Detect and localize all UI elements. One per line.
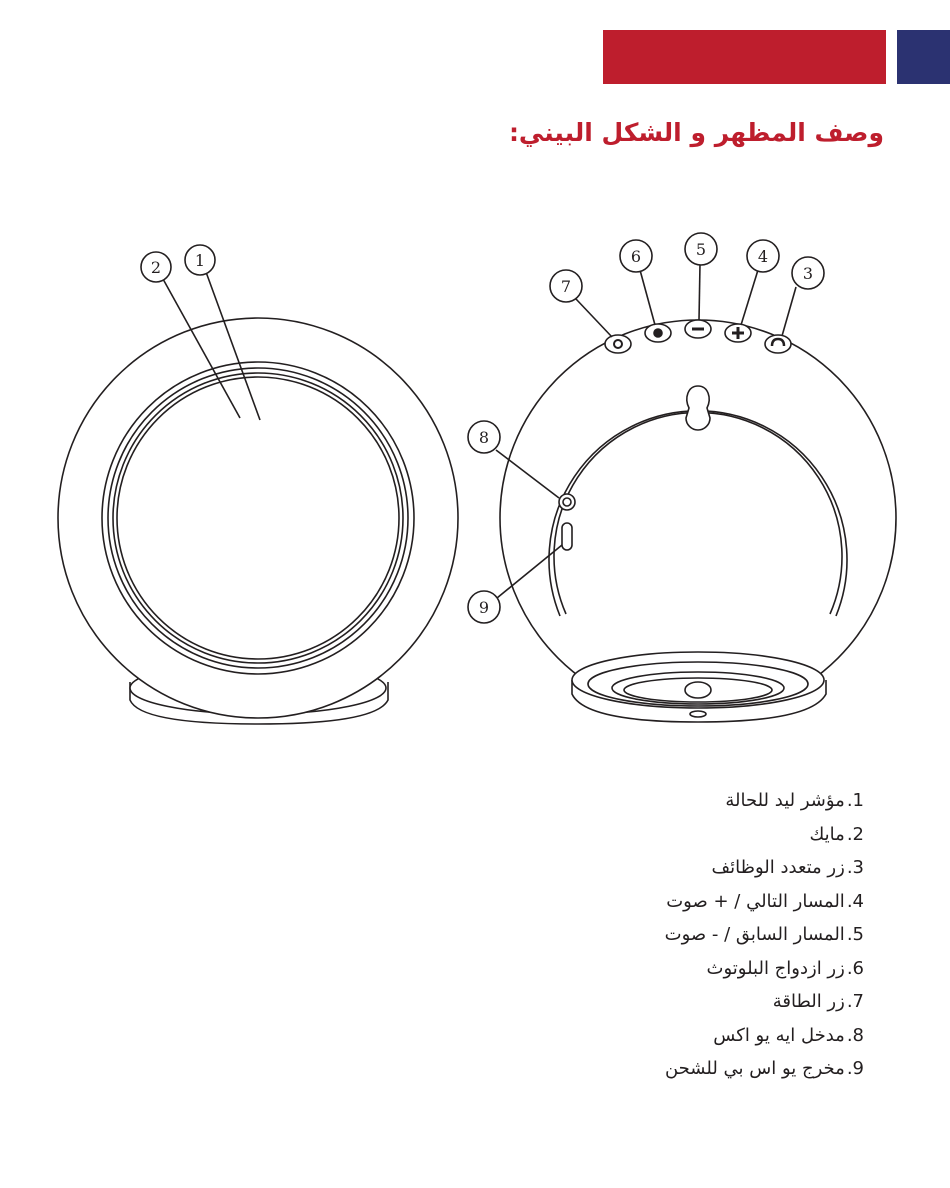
part-item-7 [665, 985, 864, 1019]
part-number: .8 [846, 1024, 864, 1046]
parts-list [665, 784, 864, 1086]
page-title: وصف المظهر و الشكل البيني: [508, 118, 884, 147]
part-item-4 [665, 885, 864, 919]
part-label: مايك [809, 823, 845, 845]
part-number: .1 [846, 790, 864, 811]
part-label: زر ازدواج البلوتوث [706, 957, 845, 979]
part-label: مخرج يو اس بي للشحن [664, 1058, 845, 1079]
speaker-front-view [58, 245, 458, 724]
svg-text:3: 3 [802, 264, 814, 283]
part-number: .9 [846, 1058, 864, 1079]
callout-8 [468, 421, 500, 453]
svg-text:9: 9 [478, 598, 490, 617]
callout-2 [141, 252, 171, 282]
callout-9 [468, 591, 500, 623]
part-label: زر الطاقة [772, 991, 845, 1012]
callout-3 [792, 257, 824, 289]
part-label: المسار السابق / - صوت [664, 924, 845, 945]
part-number: .7 [846, 991, 864, 1012]
part-label: مؤشر ليد للحالة [725, 790, 845, 811]
part-number: .6 [846, 957, 864, 979]
speaker-back-view [468, 233, 896, 722]
part-item-3 [665, 851, 864, 885]
callout-1 [185, 245, 215, 275]
svg-text:6: 6 [630, 247, 642, 266]
part-number: .2 [846, 823, 864, 845]
svg-text:2: 2 [150, 258, 162, 277]
svg-text:4: 4 [757, 247, 769, 266]
header-blue-bar [897, 30, 950, 84]
svg-text:7: 7 [560, 277, 572, 296]
part-item-5 [665, 918, 864, 952]
svg-text:5: 5 [695, 240, 707, 259]
part-item-8 [665, 1019, 864, 1053]
svg-text:1: 1 [194, 251, 206, 270]
svg-text:8: 8 [478, 428, 490, 447]
part-number: .5 [846, 924, 864, 945]
callout-6 [620, 240, 652, 272]
callout-7 [550, 270, 582, 302]
callout-5 [685, 233, 717, 265]
part-item-1 [665, 784, 864, 818]
part-label: مدخل ايه يو اكس [713, 1024, 845, 1046]
part-item-2 [665, 818, 864, 852]
part-label: المسار التالي / + صوت [666, 890, 845, 912]
part-number: .4 [846, 890, 864, 912]
part-label: زر متعدد الوظائف [711, 857, 845, 878]
part-item-9 [665, 1052, 864, 1086]
speaker-diagram [0, 220, 950, 740]
callout-4 [747, 240, 779, 272]
part-item-6 [665, 952, 864, 986]
header-red-bar [603, 30, 886, 84]
part-number: .3 [846, 857, 864, 878]
